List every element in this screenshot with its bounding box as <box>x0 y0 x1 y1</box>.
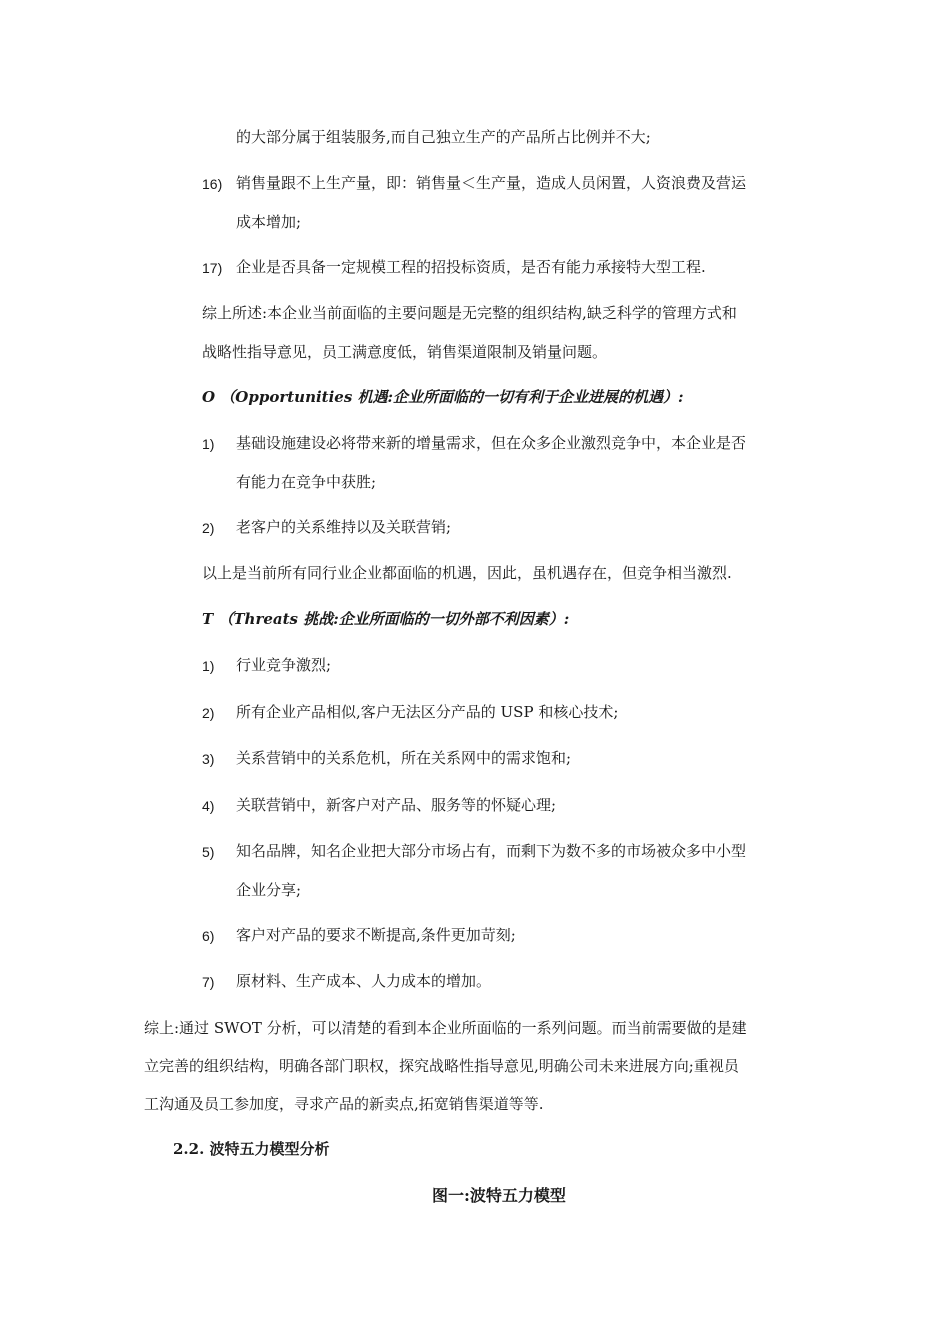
opportunities-summary: 以上是当前所有同行业企业都面临的机遇，因此，虽机遇存在，但竞争相当激烈. <box>202 564 732 582</box>
list-text: 企业是否具备一定规模工程的招投标资质，是否有能力承接特大型工程. <box>236 258 706 276</box>
list-text: 客户对产品的要求不断提高,条件更加苛刻; <box>236 926 516 944</box>
list-number: 7) <box>202 974 215 990</box>
list-text: 基础设施建设必将带来新的增量需求，但在众多企业激烈竞争中，本企业是否 <box>236 434 747 452</box>
figure-caption: 图一:波特五力模型 <box>432 1186 566 1205</box>
conclusion-paragraph: 工沟通及员工参加度，寻求产品的新卖点,拓宽销售渠道等等. <box>144 1095 544 1113</box>
continued-text: 的大部分属于组装服务,而自己独立生产的产品所占比例并不大; <box>236 128 651 146</box>
list-text: 关系营销中的关系危机，所在关系网中的需求饱和; <box>236 749 572 767</box>
section-heading: 2.2. 波特五力模型分析 <box>173 1140 330 1158</box>
list-text: 所有企业产品相似,客户无法区分产品的 USP 和核心技术; <box>236 703 619 721</box>
summary-paragraph: 综上所述:本企业当前面临的主要问题是无完整的组织结构,缺乏科学的管理方式和 <box>202 304 737 322</box>
list-number: 1) <box>202 436 215 452</box>
summary-paragraph: 战略性指导意见，员工满意度低，销售渠道限制及销量问题。 <box>202 343 608 361</box>
list-text: 关联营销中，新客户对产品、服务等的怀疑心理; <box>236 796 557 814</box>
list-text: 行业竞争激烈; <box>236 656 332 674</box>
list-text: 知名品牌，知名企业把大部分市场占有，而剩下为数不多的市场被众多中小型 <box>236 842 747 860</box>
list-text: 有能力在竞争中获胜; <box>236 473 377 491</box>
conclusion-paragraph: 综上:通过 SWOT 分析，可以清楚的看到本企业所面临的一系列问题。而当前需要做的是建 <box>144 1019 747 1037</box>
list-number: 16) <box>202 176 223 192</box>
list-number: 3) <box>202 751 215 767</box>
list-number: 17) <box>202 260 223 276</box>
list-text: 销售量跟不上生产量，即：销售量＜生产量，造成人员闲置，人资浪费及营运 <box>236 174 747 192</box>
list-text: 原材料、生产成本、人力成本的增加。 <box>236 972 492 990</box>
opportunities-heading: O （Opportunities 机遇:企业所面临的一切有利于企业进展的机遇）: <box>202 388 684 406</box>
list-number: 2) <box>202 520 215 536</box>
list-number: 6) <box>202 928 215 944</box>
list-text: 成本增加; <box>236 213 302 231</box>
list-number: 1) <box>202 658 215 674</box>
list-number: 5) <box>202 844 215 860</box>
list-text: 老客户的关系维持以及关联营销; <box>236 518 452 536</box>
list-text: 企业分享; <box>236 881 302 899</box>
threats-heading: T （Threats 挑战:企业所面临的一切外部不利因素）: <box>202 610 570 628</box>
list-number: 2) <box>202 705 215 721</box>
conclusion-paragraph: 立完善的组织结构，明确各部门职权，探究战略性指导意见,明确公司未来进展方向;重视员 <box>144 1057 739 1075</box>
list-number: 4) <box>202 798 215 814</box>
